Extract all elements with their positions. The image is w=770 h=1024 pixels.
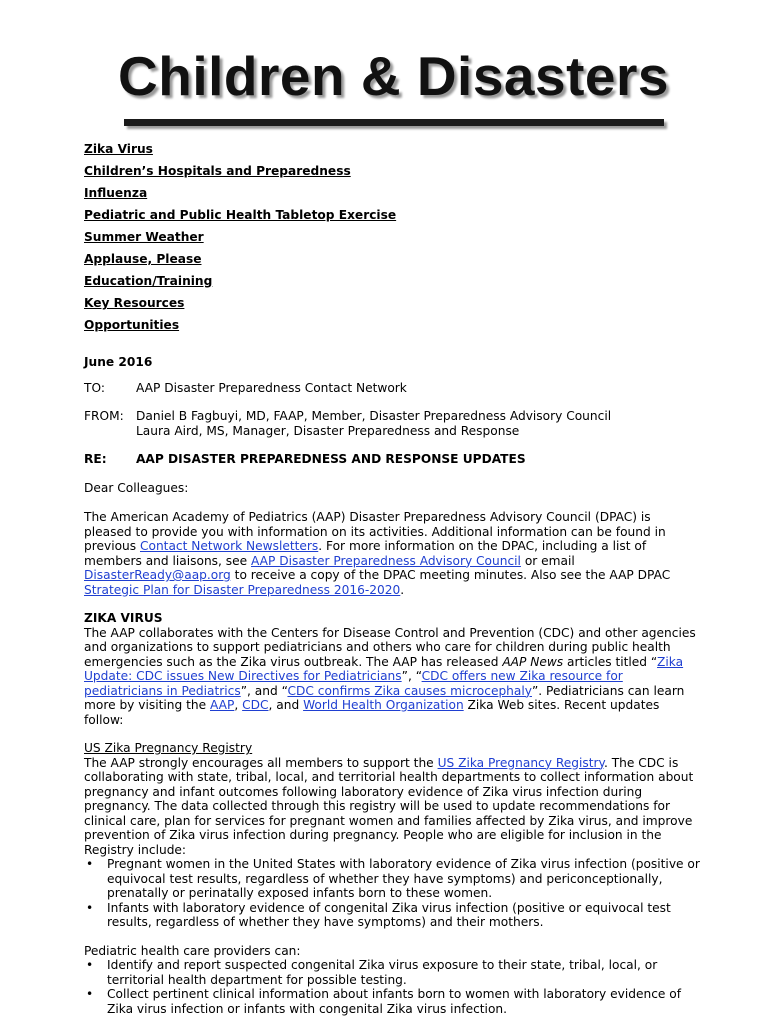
intro-text-3: or email — [520, 553, 575, 568]
list-item — [84, 987, 702, 1016]
toc-item-summer-weather[interactable]: Summer Weather — [84, 230, 204, 244]
link-cdc-new-zika-resource[interactable]: CDC offers new Zika resource for pediatricians in Pediatrics — [84, 669, 623, 698]
masthead-title: Children & Disasters — [118, 45, 670, 107]
list-item-text: Pregnant women in the United States with laboratory evidence of Zika virus infection (positive or equivocal test results, regardless of whether they have symptoms) and periconceptionally, prenatally or perinatally exposed infants born to these women. — [107, 857, 700, 900]
bullet-icon: • — [86, 857, 94, 871]
list-item-text: Identify and report suspected congenital Zika virus exposure to their state, tribal, local, or territorial health department for possible testing. — [107, 958, 658, 987]
zika-text-5: ”. Pediatricians can learn more by visiting the — [84, 683, 685, 712]
memo-to-value: AAP Disaster Preparedness Contact Network — [136, 381, 407, 395]
memo-to-label: TO: — [84, 381, 105, 395]
intro-text-5: . — [400, 582, 405, 597]
link-zika-pregnancy-registry[interactable]: US Zika Pregnancy Registry — [437, 755, 604, 770]
list-item — [84, 857, 702, 901]
zika-text-1: The AAP collaborates with the Centers for Disease Control and Prevention (CDC) and other agencies and organizations to support pediatricians and others who care for children during public health emergencies such as the Zika virus outbreak. The AAP has released — [84, 625, 696, 669]
document-body — [84, 141, 702, 1016]
link-contact-network-newsletters[interactable]: Contact Network Newsletters — [139, 539, 319, 553]
registry-text-1: The AAP strongly encourages all members to support the — [84, 755, 438, 770]
toc-item-influenza[interactable]: Influenza — [84, 186, 148, 200]
memo-re — [84, 452, 702, 481]
zika-text-2: articles titled “ — [563, 654, 658, 669]
toc-item-education[interactable]: Education/Training — [84, 274, 213, 288]
link-dpac[interactable]: AAP Disaster Preparedness Advisory Council — [251, 553, 521, 568]
link-cdc-microcephaly[interactable]: CDC confirms Zika causes microcephaly — [287, 683, 532, 698]
link-zika-update[interactable]: Zika Update: CDC issues New Directives for Pediatricians — [84, 654, 684, 683]
zika-text-6: , — [234, 698, 243, 712]
toc-item-tabletop[interactable]: Pediatric and Public Health Tabletop Exercise — [84, 208, 397, 222]
toc-item-hospitals[interactable]: Children’s Hospitals and Preparedness — [84, 164, 351, 178]
link-strategic-plan[interactable]: Strategic Plan for Disaster Preparedness 2016-2020 — [84, 582, 401, 597]
registry-eligibility-list — [84, 857, 702, 930]
toc-item-key-resources[interactable]: Key Resources — [84, 296, 185, 310]
bullet-icon: • — [86, 900, 94, 915]
section-heading-zika: ZIKA VIRUS — [84, 611, 163, 625]
list-item-text: Collect pertinent clinical information about infants born to women with laboratory evidence of Zika virus infection or infants with congenital Zika virus infection. — [107, 987, 682, 1016]
table-of-contents — [84, 141, 702, 339]
memo-from-label: FROM: — [84, 409, 124, 423]
toc-item-zika[interactable]: Zika Virus — [84, 142, 153, 156]
toc-item-applause[interactable]: Applause, Please — [84, 252, 202, 266]
greeting: Dear Colleagues: — [84, 481, 189, 495]
memo-to — [84, 381, 702, 409]
zika-text-8: Zika Web sites. Recent updates follow: — [84, 698, 660, 727]
link-aap[interactable]: AAP — [209, 698, 235, 712]
memo-from-line2: Laura Aird, MS, Manager, Disaster Preparedness and Response — [136, 423, 520, 438]
zika-text-7: , and — [268, 698, 304, 712]
memo-re-value: AAP DISASTER PREPAREDNESS AND RESPONSE UPDATES — [136, 452, 526, 466]
memo-from — [84, 409, 702, 452]
list-item — [84, 901, 702, 930]
intro-text-4: to receive a copy of the DPAC meeting minutes. Also see the AAP DPAC — [230, 568, 671, 582]
bullet-icon: • — [86, 987, 94, 1001]
zika-text-3: ”, “ — [401, 669, 422, 683]
memo-from-value — [136, 409, 702, 452]
link-who[interactable]: World Health Organization — [303, 698, 464, 712]
aap-news-label: AAP News — [502, 654, 564, 669]
intro-text-1: The American Academy of Pediatrics (AAP) Disaster Preparedness Advisory Council (DPAC) is pleased to provide you with information on its activities. Additional information can be found in previous — [84, 510, 666, 553]
masthead-rule — [124, 119, 664, 126]
bullet-icon: • — [86, 958, 94, 972]
registry-subheading: US Zika Pregnancy Registry — [84, 741, 253, 755]
zika-paragraph — [84, 626, 702, 728]
intro-paragraph — [84, 510, 702, 597]
registry-paragraph — [84, 756, 702, 858]
list-item-text: Infants with laboratory evidence of congenital Zika virus infection (positive or equivocal test results, regardless of whether they have symptoms) and their mothers. — [107, 900, 671, 929]
zika-text-4: ”, and “ — [240, 683, 288, 698]
link-email[interactable]: DisasterReady@aap.org — [84, 568, 231, 582]
providers-list — [84, 958, 702, 1016]
link-cdc[interactable]: CDC — [242, 698, 269, 712]
registry-text-2: . The CDC is collaborating with state, tribal, local, and territorial health departments to collect information about pregnancy and infant outcomes following laboratory evidence of Zika virus infection during pregnancy. The data collected through this registry will be used to update recommendations for clinical care, plan for services for pregnant women and families affected by Zika virus, and improve prevention of Zika virus infection during pregnancy. People who are eligible for inclusion in the Registry include: — [84, 755, 694, 857]
providers-intro: Pediatric health care providers can: — [84, 943, 301, 958]
masthead — [118, 40, 670, 135]
list-item — [84, 958, 702, 987]
memo-re-label: RE: — [84, 452, 107, 466]
memo-date: June 2016 — [84, 355, 153, 369]
intro-text-2: . For more information on the DPAC, including a list of members and liaisons, see — [84, 539, 647, 568]
memo-from-line1: Daniel B Fagbuyi, MD, FAAP, Member, Disaster Preparedness Advisory Council — [136, 409, 612, 423]
toc-item-opportunities[interactable]: Opportunities — [84, 318, 180, 332]
